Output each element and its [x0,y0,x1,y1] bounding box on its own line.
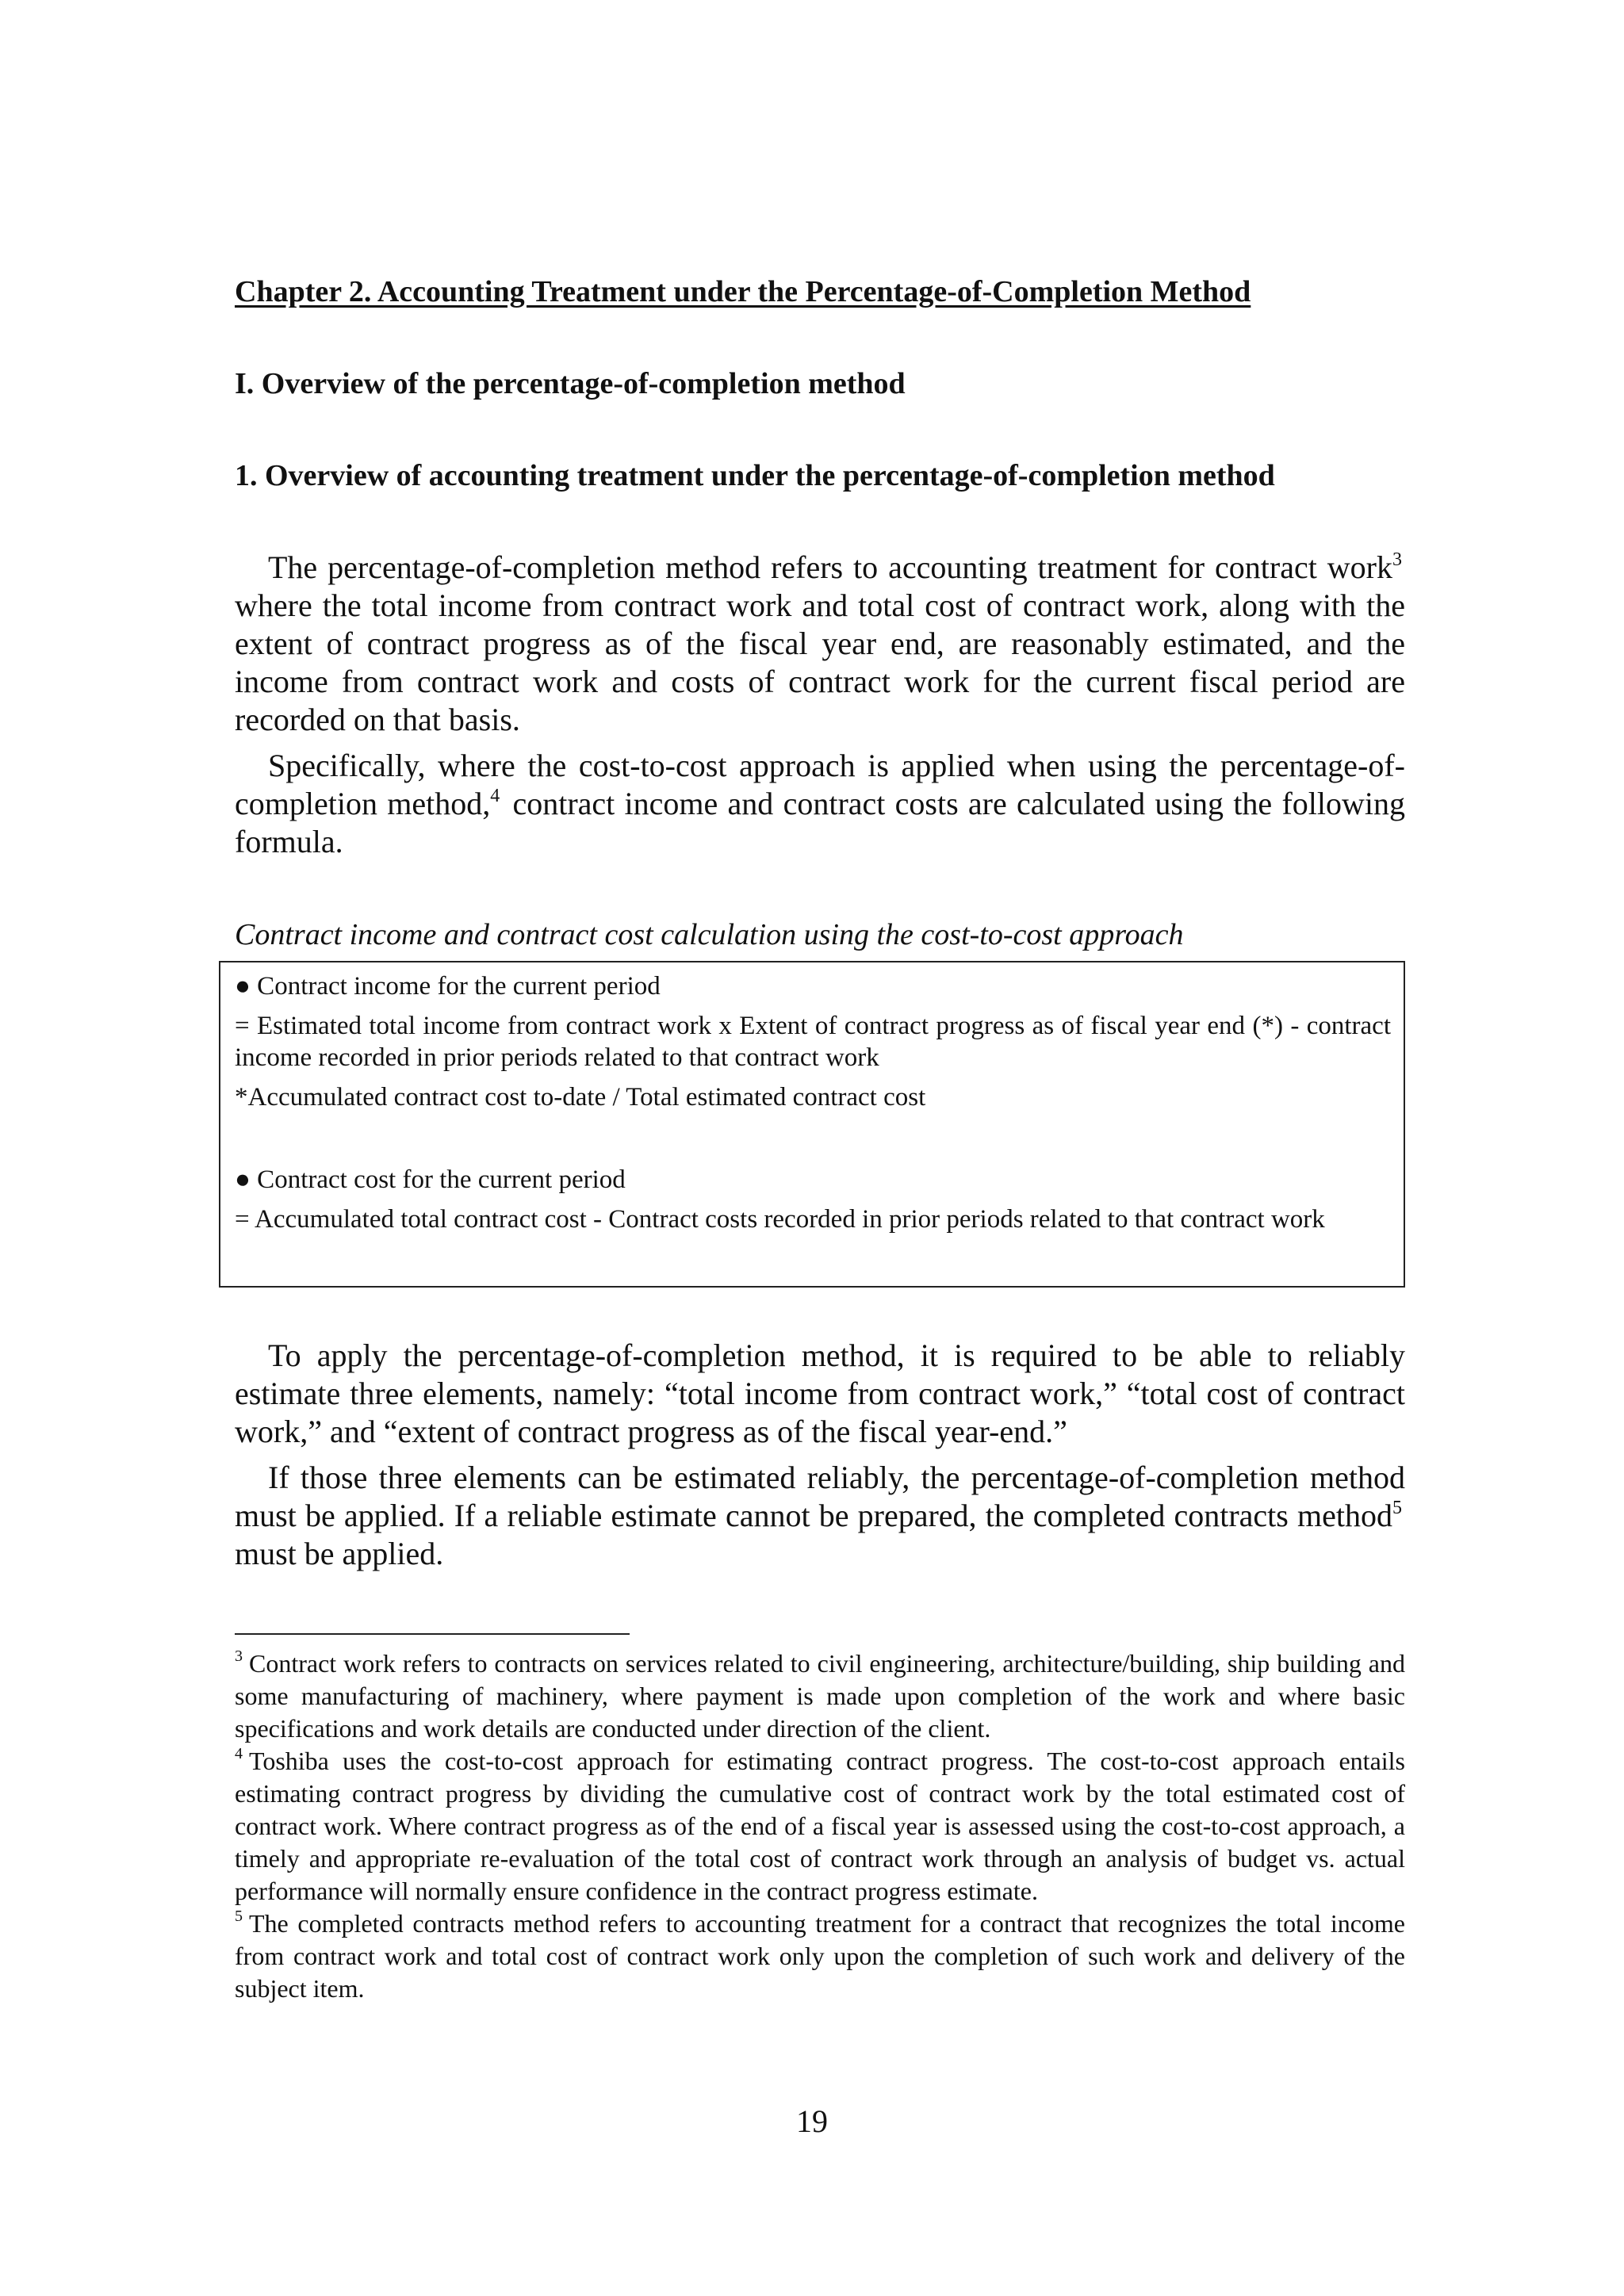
cost-formula: = Accumulated total contract cost - Contract costs recorded in prior periods related to that contract work [235,1205,1325,1234]
paragraph-4-text-a: If those three elements can be estimated reliably, the percentage-of-completion method must be applied. If a reliable estimate cannot be prepared, the completed contracts method [235,1460,1405,1533]
footnote-ref-3: 3 [1392,549,1402,570]
footnotes [235,1647,1405,2005]
income-formula: = Estimated total income from contract work x Extent of contract progress as of fiscal year end (*) - contract income recorded in prior periods related to that contract work [235,1012,1391,1072]
footnote-number: 4 [235,1745,243,1762]
paragraph-1 [235,549,1405,739]
paragraph-2-text-b: contract income and contract costs are calculated using the following formula. [235,786,1405,859]
income-heading: ● Contract income for the current period [235,972,661,1001]
footnote-text: Contract work refers to contracts on services related to civil engineering, architecture/building, ship building and some manufacturing of machinery, where payment is made upon completion of the work and where basic specifications and work details are conducted under direction of the client. [235,1649,1405,1743]
chapter-title: Chapter 2. Accounting Treatment under the Percentage-of-Completion Method [235,275,1251,308]
footnote-separator [235,1633,630,1635]
footnote [235,1908,1405,2005]
formula-box [219,961,1405,1288]
footnote-number: 3 [235,1647,243,1665]
footnote-ref-5: 5 [1392,1498,1402,1518]
subsection-title: 1. Overview of accounting treatment under the percentage-of-completion method [235,459,1275,492]
footnote [235,1647,1405,1745]
cost-heading: ● Contract cost for the current period [235,1165,626,1194]
paragraph-2 [235,747,1405,861]
page-number: 19 [796,2103,828,2139]
footnote-text: The completed contracts method refers to accounting treatment for a contract that recognizes the total income from contract work and total cost of contract work only upon the completion of such work and delivery of the subject item. [235,1909,1405,2003]
paragraph-4 [235,1459,1405,1573]
footnote [235,1745,1405,1908]
paragraph-4-text-b: must be applied. [235,1536,444,1571]
paragraph-3: To apply the percentage-of-completion method, it is required to be able to reliably estimate three elements, namely: “total income from contract work,” “total cost of contract work,” and “extent of contract progress as of the fiscal year-end.” [235,1337,1405,1449]
formula-box-caption: Contract income and contract cost calculation using the cost-to-cost approach [235,918,1184,951]
paragraph-1-text-a: The percentage-of-completion method refers to accounting treatment for contract work [268,549,1392,585]
footnote-ref-4: 4 [490,786,500,806]
paragraph-2-text-a: Specifically, where the cost-to-cost approach is applied when using the percentage-of-completion method, [235,748,1405,821]
paragraph-1-text-b: where the total income from contract work and total cost of contract work, along with the extent of contract progress as of the fiscal year end, are reasonably estimated, and the income from contract work and costs of contract work for the current fiscal period are recorded on that basis. [235,587,1405,737]
footnote-number: 5 [235,1908,243,1925]
footnote-text: Toshiba uses the cost-to-cost approach for estimating contract progress. The cost-to-cost approach entails estimating contract progress by dividing the cumulative cost of contract work by the total estimated cost of contract work. Where contract progress as of the end of a fiscal year is assessed using the cost-to-cost approach, a timely and appropriate re-evaluation of the total cost of contract work through an analysis of budget vs. actual performance will normally ensure confidence in the contract progress estimate. [235,1747,1405,1905]
income-note: *Accumulated contract cost to-date / Total estimated contract cost [235,1083,926,1112]
section-title: I. Overview of the percentage-of-completion method [235,367,906,400]
